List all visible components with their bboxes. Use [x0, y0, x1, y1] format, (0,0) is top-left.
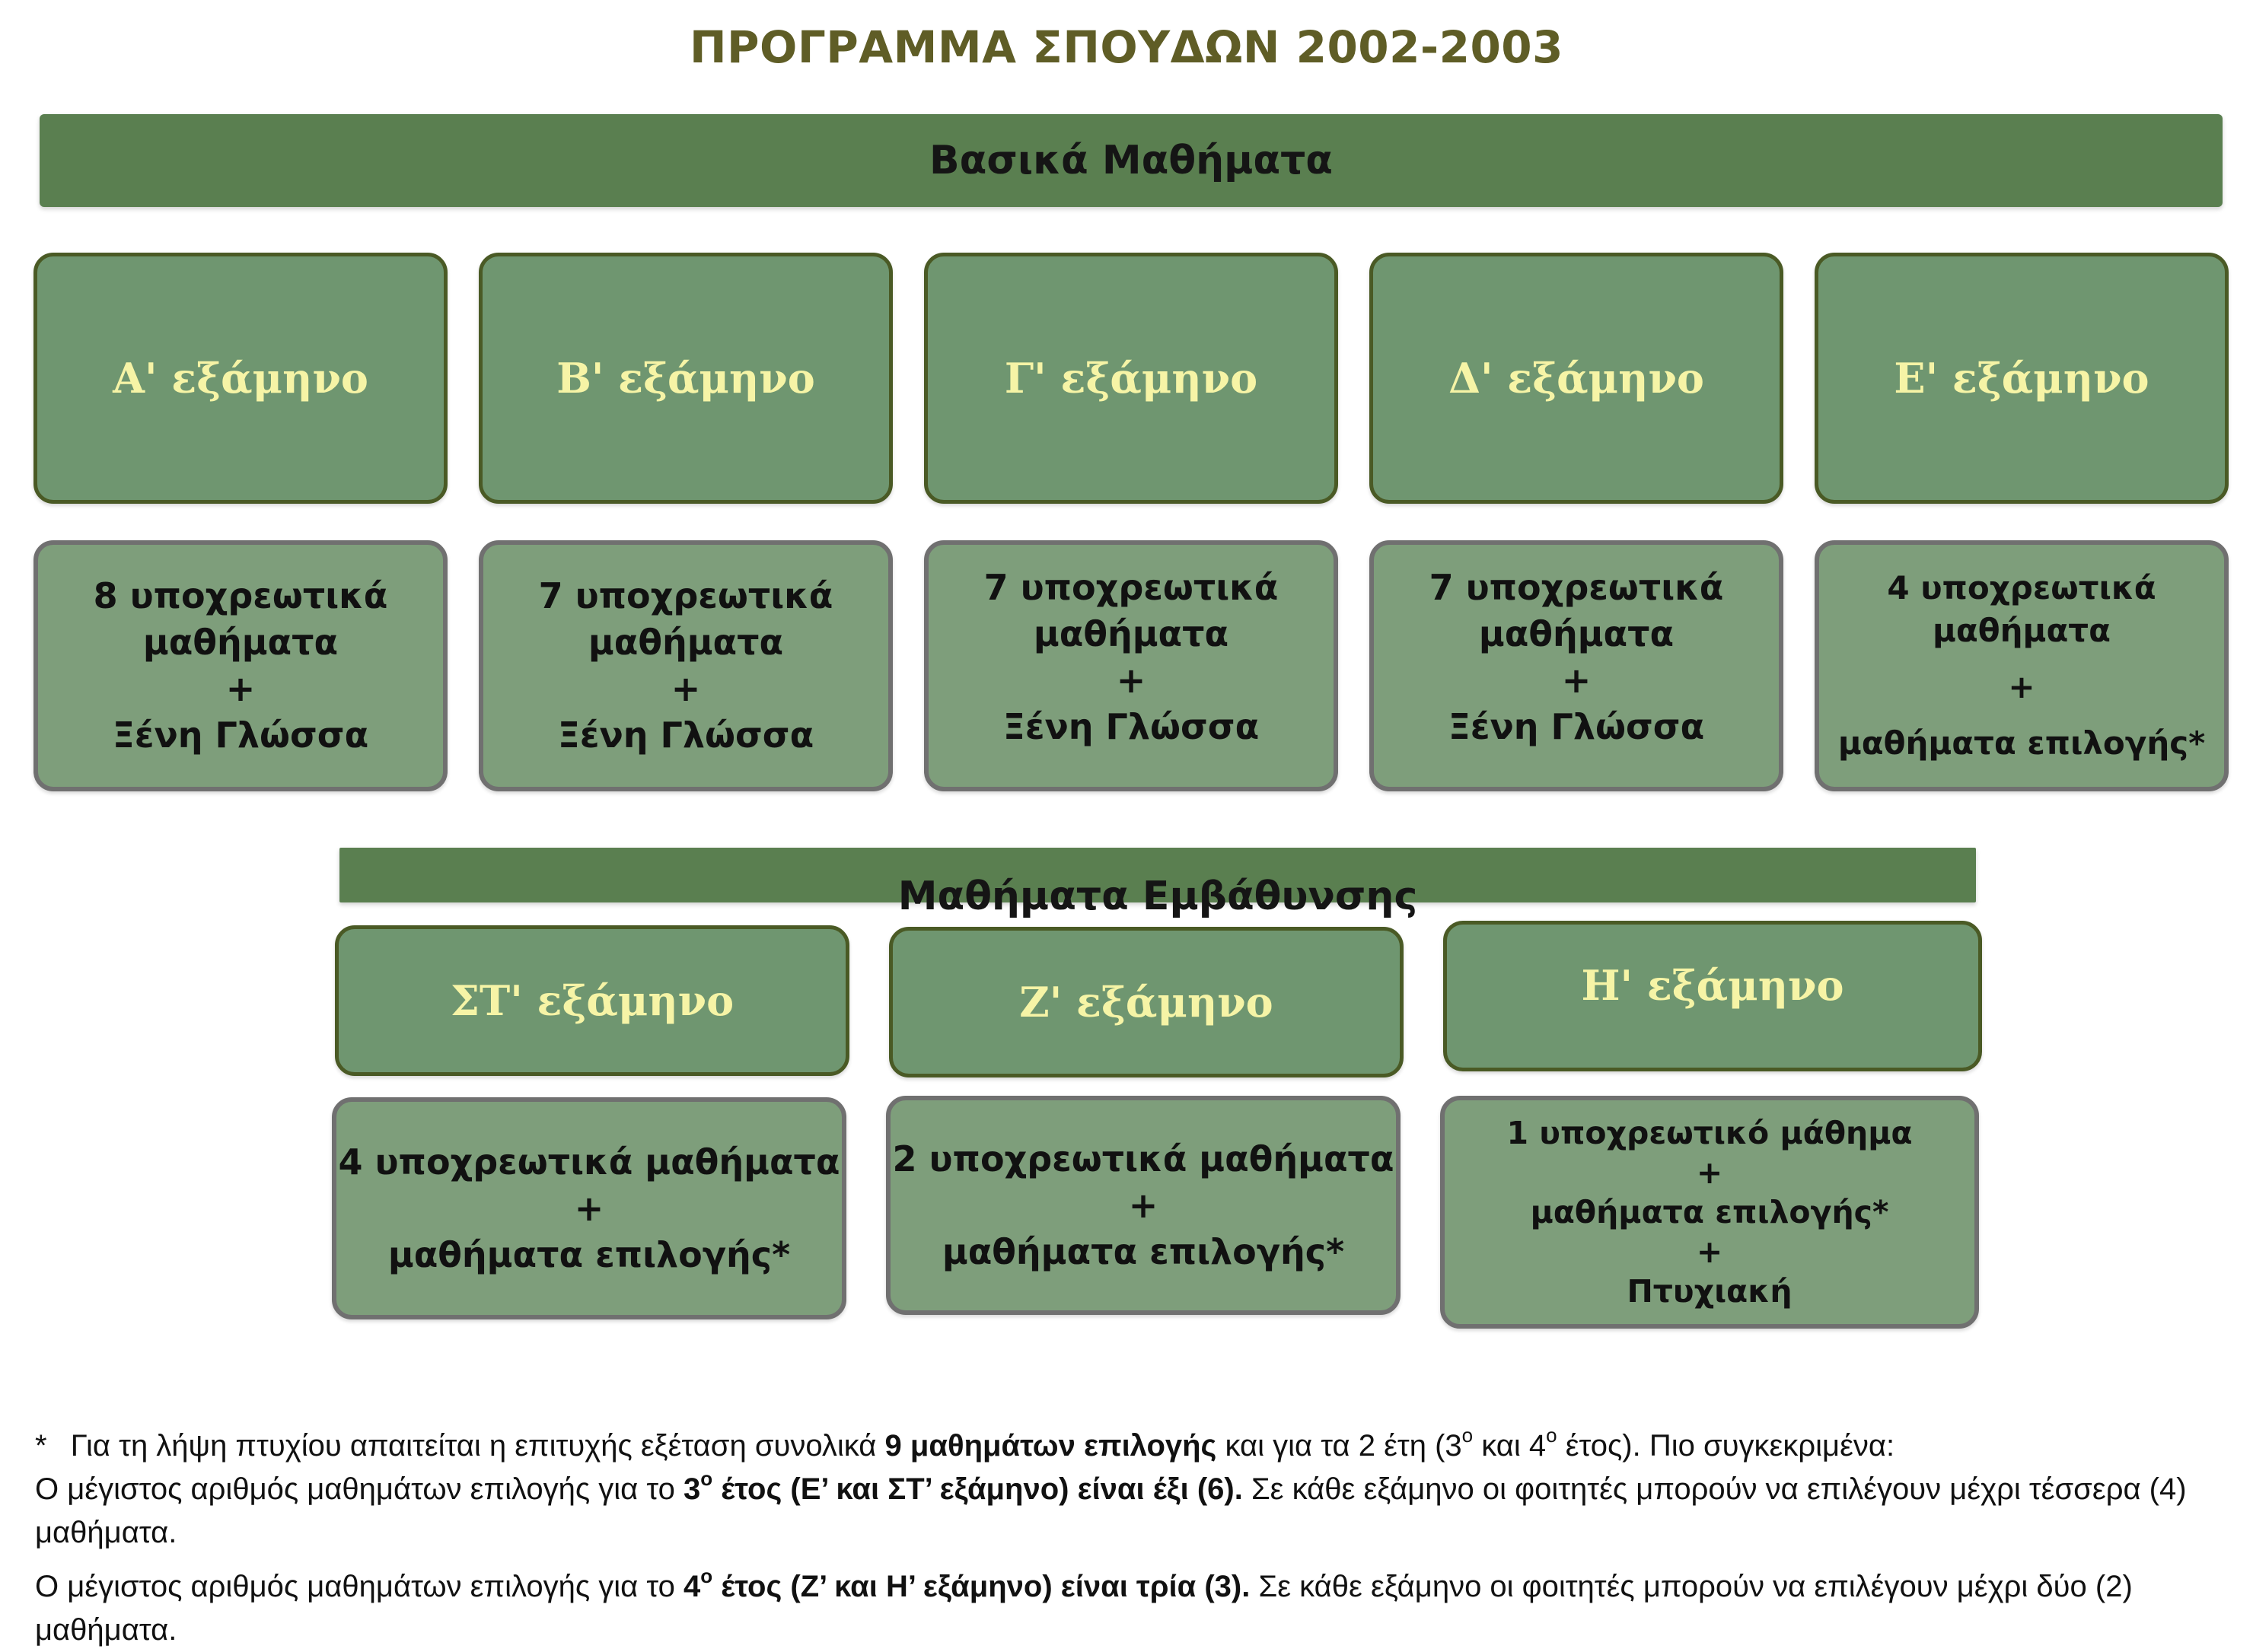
content-line: 4 υποχρεωτικά	[1887, 569, 2156, 606]
footnote-text: και 4	[1481, 1429, 1547, 1463]
content-line: 2 υποχρεωτικά μαθήματα	[892, 1138, 1394, 1179]
content-line: μαθήματα	[142, 622, 339, 663]
semester-content-d	[1369, 540, 1783, 791]
footnote-asterisk: *	[35, 1429, 47, 1463]
footnote-text: Ο μέγιστος αριθμός μαθημάτων επιλογής για το	[35, 1472, 675, 1506]
semester-label: Ζ' εξάμηνο	[1019, 978, 1273, 1027]
semester-header-h	[1443, 921, 1982, 1071]
content-line: μαθήματα επιλογής*	[942, 1230, 1345, 1272]
footnote-text: έτος). Πιο συγκεκριμένα:	[1565, 1429, 1895, 1463]
footnote	[35, 1424, 2227, 1652]
footnote-text: Σε κάθε εξάμηνο οι φοιτητές μπορούν να επιλέγουν μέχρι δύο (2) μαθήματα.	[35, 1570, 2133, 1647]
content-line: 7 υποχρεωτικά	[538, 575, 833, 616]
semester-content-b	[479, 540, 893, 791]
core-courses-banner	[40, 114, 2223, 207]
footnote-emphasis: 3	[683, 1472, 701, 1506]
core-courses-banner-label: Βασικά Μαθήματα	[929, 138, 1333, 183]
content-line: μαθήματα	[1478, 613, 1675, 654]
footnote-text: Για τη λήψη πτυχίου απαιτείται η επιτυχής εξέταση συνολικά	[70, 1429, 877, 1463]
plus-sign: +	[1116, 660, 1146, 701]
plus-sign: +	[1561, 660, 1592, 701]
content-line: Ξένη Γλώσσα	[557, 715, 814, 756]
specialization-courses-banner-label: Μαθήματα Εμβάθυνσης	[897, 874, 1418, 919]
ordinal-marker: ο	[1461, 1423, 1474, 1447]
plus-sign: +	[2008, 668, 2035, 705]
footnote-paragraph-2	[35, 1565, 2227, 1652]
semester-header-st	[335, 925, 849, 1076]
content-line: μαθήματα	[1933, 612, 2111, 649]
content-line: Πτυχιακή	[1627, 1273, 1793, 1310]
footnote-emphasis: 9 μαθημάτων επιλογής	[884, 1429, 1217, 1463]
plus-sign: +	[225, 668, 256, 709]
content-line: μαθήματα επιλογής*	[1837, 724, 2206, 762]
semester-header-a	[33, 253, 448, 504]
content-line: μαθήματα	[1033, 613, 1229, 654]
footnote-emphasis: 4	[683, 1570, 701, 1603]
semester-header-b	[479, 253, 893, 504]
semester-label: Η' εξάμηνο	[1581, 961, 1844, 1010]
ordinal-marker: ο	[700, 1466, 713, 1490]
content-line: μαθήματα	[588, 622, 784, 663]
footnote-paragraph-1	[35, 1424, 2227, 1555]
plus-sign: +	[671, 668, 701, 709]
semester-header-d	[1369, 253, 1783, 504]
plus-sign: +	[1696, 1154, 1723, 1191]
semester-content-z	[886, 1096, 1401, 1315]
semester-label: Γ' εξάμηνο	[1004, 354, 1258, 403]
plus-sign: +	[1696, 1233, 1723, 1270]
semester-label: ΣΤ' εξάμηνο	[450, 976, 735, 1025]
content-line: 7 υποχρεωτικά	[1429, 567, 1724, 608]
page-title: ΠΡΟΓΡΑΜΜΑ ΣΠΟΥΔΩΝ 2002-2003	[689, 21, 1564, 73]
ordinal-marker: ο	[1546, 1423, 1557, 1447]
semester-label: Β' εξάμηνο	[556, 354, 815, 403]
footnote-text: και για τα 2 έτη (3	[1225, 1429, 1462, 1463]
specialization-courses-banner	[339, 848, 1976, 919]
semester-header-e	[1815, 253, 2229, 504]
semester-header-c	[924, 253, 1338, 504]
footnote-emphasis: έτος (Ζ’ και Η’ εξάμηνο) είναι τρία (3).	[721, 1570, 1251, 1603]
semester-content-h	[1440, 1096, 1979, 1329]
content-line: μαθήματα επιλογής*	[1530, 1194, 1889, 1230]
semester-label: Ε' εξάμηνο	[1894, 354, 2149, 403]
content-line: 1 υποχρεωτικό μάθημα	[1506, 1115, 1913, 1151]
semester-label: Α' εξάμηνο	[113, 354, 368, 403]
plus-sign: +	[574, 1187, 604, 1229]
content-line: 4 υποχρεωτικά μαθήματα	[338, 1141, 840, 1183]
semester-content-e	[1815, 540, 2229, 791]
content-line: Ξένη Γλώσσα	[1448, 706, 1705, 747]
footnote-text: Σε κάθε εξάμηνο οι φοιτητές μπορούν να επιλέγουν μέχρι τέσσερα (4) μαθήματα.	[35, 1472, 2187, 1549]
semester-content-c	[924, 540, 1338, 791]
footnote-emphasis: έτος (Ε’ και ΣΤ’ εξάμηνο) είναι έξι (6).	[721, 1472, 1243, 1506]
semester-header-z	[889, 927, 1404, 1077]
content-line: 7 υποχρεωτικά	[983, 567, 1279, 608]
semester-content-a	[33, 540, 448, 791]
footnote-text: Ο μέγιστος αριθμός μαθημάτων επιλογής για το	[35, 1570, 675, 1603]
ordinal-marker: ο	[700, 1564, 713, 1587]
plus-sign: +	[1128, 1184, 1158, 1226]
content-line: Ξένη Γλώσσα	[1002, 706, 1260, 747]
semester-content-st	[332, 1097, 846, 1319]
content-line: μαθήματα επιλογής*	[387, 1233, 791, 1275]
content-line: 8 υποχρεωτικά	[93, 575, 388, 616]
semester-label: Δ' εξάμηνο	[1448, 354, 1704, 403]
content-line: Ξένη Γλώσσα	[112, 715, 369, 756]
